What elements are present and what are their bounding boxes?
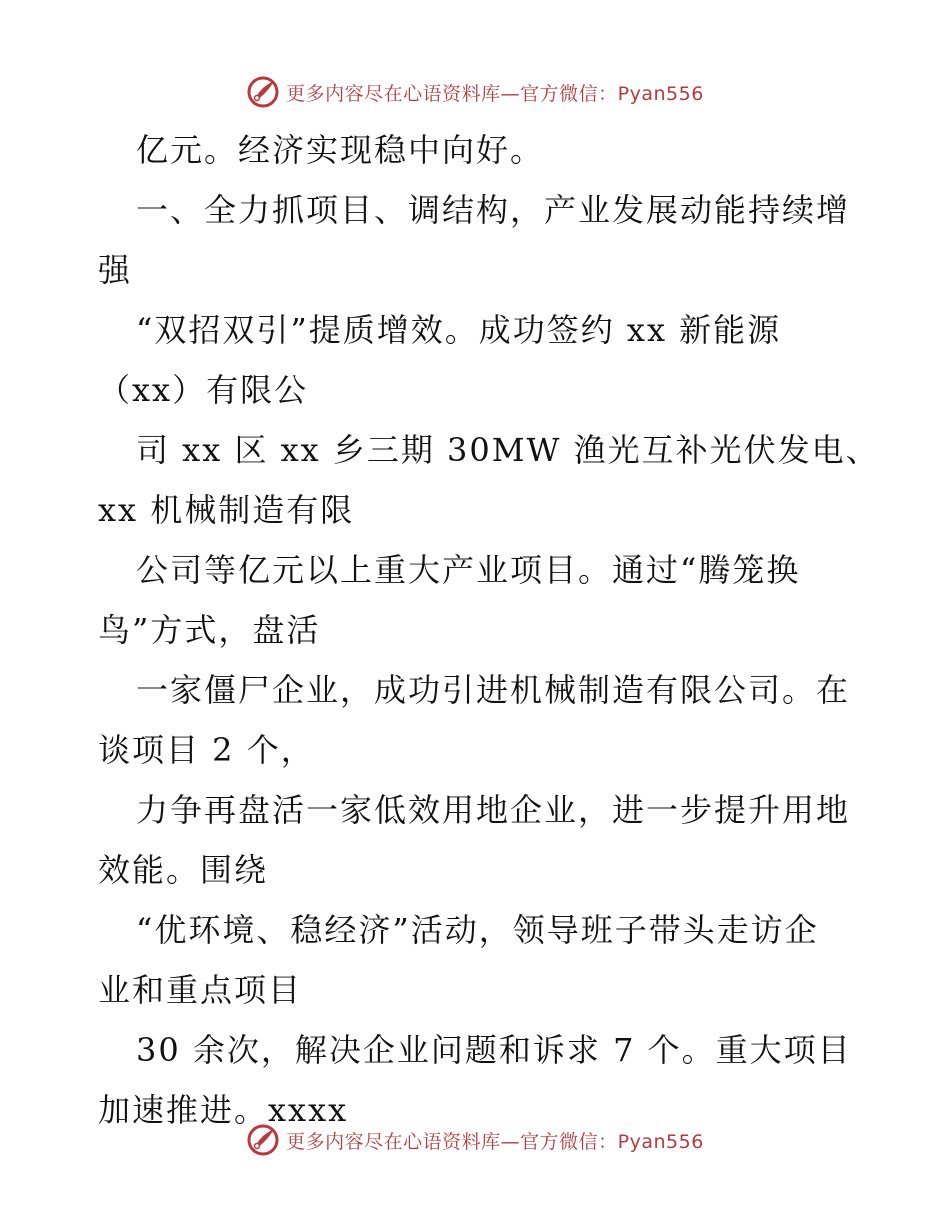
quill-seal-icon [246,1123,280,1157]
text-line: 鸟”方式，盘活 [98,611,321,649]
document-body [98,120,880,1140]
text-line: 效能。围绕 [98,851,269,889]
text-line: 30 余次，解决企业问题和诉求 7 个。重大项目 [136,1031,852,1069]
text-line: xx 机械制造有限 [98,491,355,529]
quill-seal-icon [246,75,280,109]
footer-watermark-banner [0,1120,950,1160]
header-watermark-text: 更多内容尽在心语资料库—官方微信：Pyan556 [286,82,704,105]
footer-watermark-text: 更多内容尽在心语资料库—官方微信：Pyan556 [286,1130,704,1153]
text-line: 司 xx 区 xx 乡三期 30MW 渔光互补光伏发电、 [136,431,880,469]
text-line: 谈项目 2 个， [98,731,315,769]
text-line: 加速推进。xxxx [98,1091,349,1129]
text-line: 公司等亿元以上重大产业项目。通过“腾笼换 [136,551,801,589]
text-line: 亿元。经济实现稳中向好。 [136,131,545,169]
text-line: “优环境、稳经济”活动，领导班子带头走访企 [136,911,819,949]
text-line: （xx）有限公 [98,371,309,409]
text-line: 力争再盘活一家低效用地企业，进一步提升用地 [136,791,851,829]
header-watermark-banner [0,72,950,112]
text-line: 一、全力抓项目、调结构，产业发展动能持续增 [136,191,851,229]
text-line: 强 [98,251,133,289]
text-line: “双招双引”提质增效。成功签约 xx 新能源 [136,311,782,349]
text-line: 一家僵尸企业，成功引进机械制造有限公司。在 [136,671,851,709]
text-line: 业和重点项目 [98,971,303,1009]
